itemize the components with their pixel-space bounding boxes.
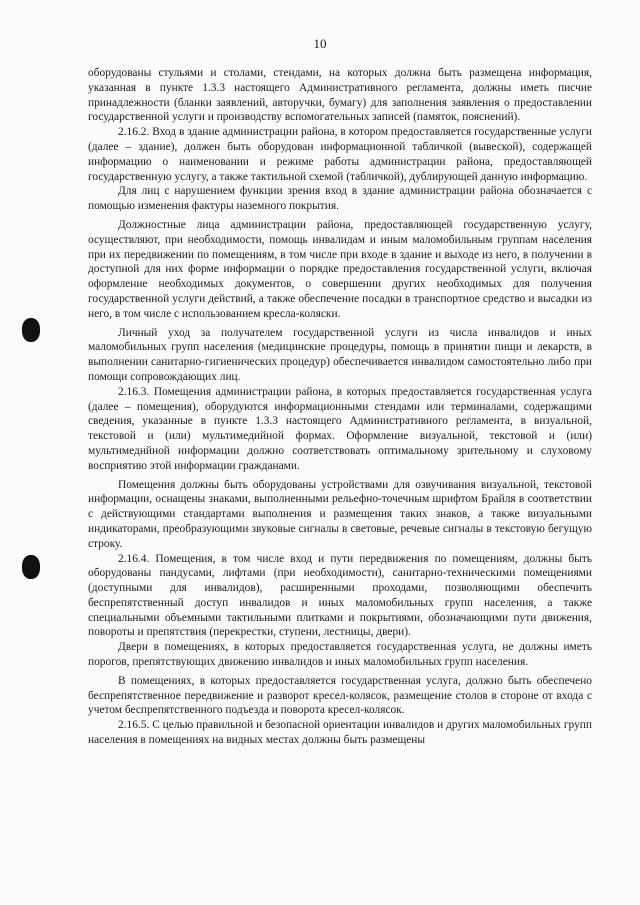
paragraph-2-16-5: 2.16.5. С целью правильной и безопасной ориентации инвалидов и других маломобильных групп населения в помещениях на видных местах должны быть размещены — [88, 719, 592, 747]
paragraph-2-16-3: 2.16.3. Помещения администрации района, в которых предоставляется государственная услуга (далее – помещения), оборудуются информационными стендами или терминалами, содержащими сведения, указанные в пункте 1.3.3 настоящего Административного регламента, в визуальной, текстовой и (или) мультимедийной формах. Оформление визуальной, текстовой и (или) мультимедийной информации должно соответствовать оптимальному зрительному и слуховому восприятию этой информации гражданами. — [88, 385, 592, 472]
paragraph-personal-care: Личный уход за получателем государственной услуги из числа инвалидов и иных маломобильных групп населения (медицинские процедуры, помощь в принятии пищи и лекарств, в выполнении санитарно-гигиенических процедур) обеспечивается инвалидом самостоятельно либо при помощи сопровождающих лиц. — [88, 326, 592, 383]
paragraph-vision-impaired: Для лиц с нарушением функции зрения вход в здание администрации района обозначается с помощью изменения фактуры наземного покрытия. — [88, 185, 592, 213]
paragraph-doors: Двери в помещениях, в которых предоставляется государственная услуга, не должны иметь порогов, препятствующих движению инвалидов и иных маломобильных групп населения. — [88, 641, 592, 669]
page-number: 10 — [313, 36, 327, 51]
paragraph-wheelchair-space: В помещениях, в которых предоставляется государственная услуга, должно быть обеспечено беспрепятственное передвижение и разворот кресел-колясок, размещение столов в стороне от входа с учетом беспрепятственного подъезда и поворота кресел-колясок. — [88, 674, 592, 717]
hole-punch-mark — [22, 555, 40, 579]
paragraph-continuation: оборудованы стульями и столами, стендами, на которых должна быть размещена информация, указанная в пункте 1.3.3 настоящего Административного регламента, должны иметь писчие принадлежности (бланки заявлений, авторучки, бумагу) для заполнения заявления о предоставлении государственной услуги и производству вспомогательных записей (памяток, пояснений). — [88, 67, 592, 124]
paragraph-2-16-4: 2.16.4. Помещения, в том числе вход и пути передвижения по помещениям, должны быть оборудованы пандусами, лифтами (при необходимости), санитарно-техническими помещениями (доступными для инвалидов), расширенными проходами, позволяющими обеспечить беспрепятственный доступ инвалидов и иных маломобильных групп населения, а также специальными объемными тактильными плитками и покрытиями, обозначающими пути движения, повороты и препятствия (перекрестки, ступени, лестницы, двери). — [88, 552, 592, 639]
document-body — [88, 66, 592, 748]
hole-punch-mark — [22, 318, 40, 342]
paragraph-2-16-2: 2.16.2. Вход в здание администрации района, в котором предоставляется государственные услуги (далее – здание), должен быть оборудован информационной табличкой (вывеской), содержащей информацию о наименовании и режиме работы администрации района, предоставляющей государственную услугу, а также тактильной схемой (табличкой), дублирующей данную информацию. — [88, 126, 592, 183]
paragraph-braille-equipment: Помещения должны быть оборудованы устройствами для озвучивания визуальной, текстовой информации, оснащены знаками, выполненными рельефно-точечным шрифтом Брайля в соответствии с действующими стандартами выполнения и размещения таких знаков, а также визуальными индикаторами, преобразующими звуковые сигналы в световые, речевые сигналы в текстовую бегущую строку. — [88, 478, 592, 550]
paragraph-officials-assistance: Должностные лица администрации района, предоставляющей государственную услугу, осуществляют, при необходимости, помощь инвалидам и иным маломобильным группам населения при их передвижении по помещениям, в том числе при входе в здание и выходе из него, в получении в доступной для них форме информации о порядке предоставления государственной услуги, включая оформление необходимых документов, о совершении других необходимых для получения государственной услуги действий, а также обеспечение посадки в транспортное средство и высадки из него, в том числе с использованием кресла-коляски. — [88, 218, 592, 320]
